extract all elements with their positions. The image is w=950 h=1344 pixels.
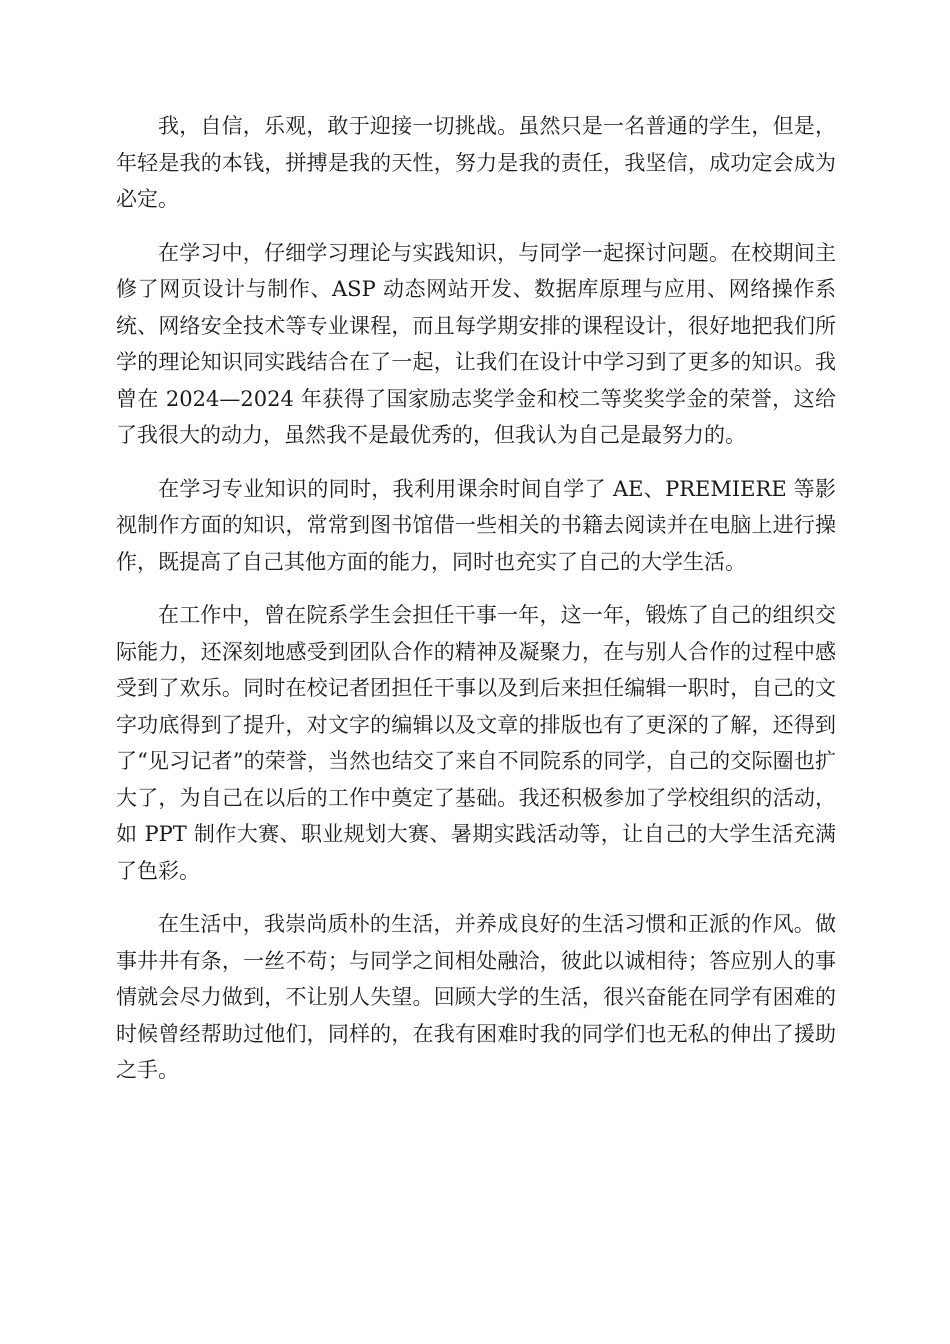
paragraph-work: 在工作中，曾在院系学生会担任干事一年，这一年，锻炼了自己的组织交际能力，还深刻地感受到团队合作的精神及凝聚力，在与别人合作的过程中感受到了欢乐。同时在校记者团担任干事以及到后来担任编辑一职时，自己的文字功底得到了提升，对文字的编辑以及文章的排版也有了更深的了解，还得到了“见习记者”的荣誉，当然也结交了来自不同院系的同学，自己的交际圈也扩大了，为自己在以后的工作中奠定了基础。我还积极参加了学校组织的活动，如 PPT 制作大赛、职业规划大赛、暑期实践活动等，让自己的大学生活充满了色彩。 — [116, 603, 836, 883]
paragraph-study: 在学习中，仔细学习理论与实践知识，与同学一起探讨问题。在校期间主修了网页设计与制作、ASP 动态网站开发、数据库原理与应用、网络操作系统、网络安全技术等专业课程，而且每学期安排的课程设计，很好地把我们所学的理论知识同实践结合在了一起，让我们在设计中学习到了更多的知识。我曾在 2024—2024 年获得了国家励志奖学金和校二等奖奖学金的荣誉，这给了我很大的动力，虽然我不是最优秀的，但我认为自己是最努力的。 — [116, 240, 836, 447]
document-body — [116, 108, 836, 1106]
paragraph-self-learning: 在学习专业知识的同时，我利用课余时间自学了 AE、PREMIERE 等影视制作方面的知识，常常到图书馆借一些相关的书籍去阅读并在电脑上进行操作，既提高了自己其他方面的能力，同时也充实了自己的大学生活。 — [116, 476, 836, 574]
paragraph-life: 在生活中，我崇尚质朴的生活，并养成良好的生活习惯和正派的作风。做事井井有条，一丝不苟；与同学之间相处融洽，彼此以诚相待；答应别人的事情就会尽力做到，不让别人失望。回顾大学的生活，很兴奋能在同学有困难的时候曾经帮助过他们，同样的，在我有困难时我的同学们也无私的伸出了援助之手。 — [116, 912, 836, 1082]
paragraph-self-introduction: 我，自信，乐观，敢于迎接一切挑战。虽然只是一名普通的学生，但是，年轻是我的本钱，拼搏是我的天性，努力是我的责任，我坚信，成功定会成为必定。 — [116, 114, 836, 211]
